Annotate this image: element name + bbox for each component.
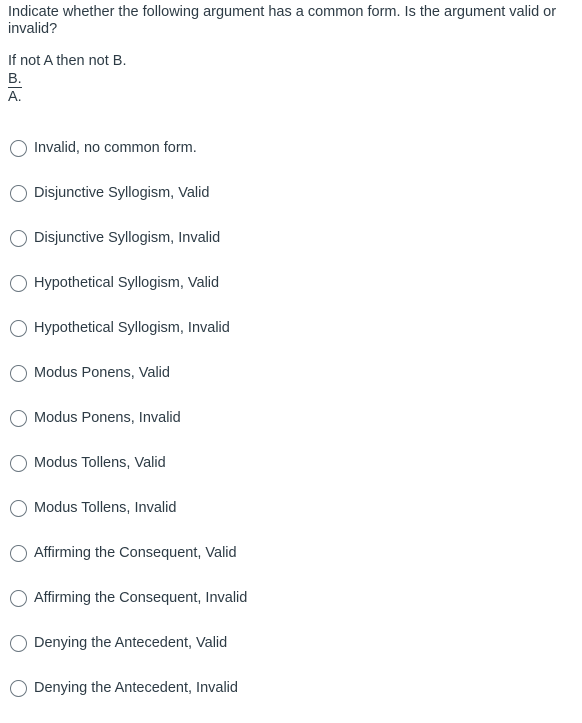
radio-button[interactable] (10, 410, 27, 427)
answer-option-label: Hypothetical Syllogism, Valid (34, 275, 220, 291)
answer-option[interactable] (10, 453, 570, 473)
answer-option-label: Denying the Antecedent, Valid (34, 635, 228, 651)
answer-option-label: Denying the Antecedent, Invalid (34, 680, 238, 696)
radio-button[interactable] (10, 500, 27, 517)
radio-button[interactable] (10, 545, 27, 562)
answer-options (10, 138, 570, 723)
answer-option-label: Modus Tollens, Valid (34, 455, 166, 471)
radio-button[interactable] (10, 320, 27, 337)
answer-option[interactable] (10, 183, 570, 203)
answer-option-label: Disjunctive Syllogism, Valid (34, 185, 210, 201)
answer-option[interactable] (10, 498, 570, 518)
radio-button[interactable] (10, 635, 27, 652)
radio-button[interactable] (10, 365, 27, 382)
answer-option[interactable] (10, 588, 570, 608)
answer-option[interactable] (10, 318, 570, 338)
radio-button[interactable] (10, 455, 27, 472)
answer-option[interactable] (10, 678, 570, 698)
answer-option[interactable] (10, 543, 570, 563)
radio-button[interactable] (10, 230, 27, 247)
answer-option-label: Modus Tollens, Invalid (34, 500, 177, 516)
answer-option-label: Invalid, no common form. (34, 140, 197, 156)
answer-option[interactable] (10, 228, 570, 248)
argument-premise-2: B. (8, 71, 22, 87)
answer-option[interactable] (10, 363, 570, 383)
answer-option-label: Modus Ponens, Valid (34, 365, 170, 381)
answer-option[interactable] (10, 273, 570, 293)
answer-option[interactable] (10, 408, 570, 428)
argument (8, 52, 580, 106)
radio-button[interactable] (10, 275, 27, 292)
radio-button[interactable] (10, 140, 27, 157)
answer-option[interactable] (10, 138, 570, 158)
question-block (8, 4, 580, 106)
question-prompt: Indicate whether the following argument has a common form. Is the argument valid or invalid? (8, 4, 557, 37)
answer-option-label: Modus Ponens, Invalid (34, 410, 181, 426)
radio-button[interactable] (10, 185, 27, 202)
answer-option-label: Affirming the Consequent, Valid (34, 545, 237, 561)
answer-option[interactable] (10, 633, 570, 653)
argument-premise-1: If not A then not B. (8, 53, 127, 69)
answer-option-label: Disjunctive Syllogism, Invalid (34, 230, 221, 246)
radio-button[interactable] (10, 590, 27, 607)
answer-option-label: Hypothetical Syllogism, Invalid (34, 320, 230, 336)
radio-button[interactable] (10, 680, 27, 697)
answer-option-label: Affirming the Consequent, Invalid (34, 590, 248, 606)
argument-conclusion: A. (8, 89, 22, 105)
